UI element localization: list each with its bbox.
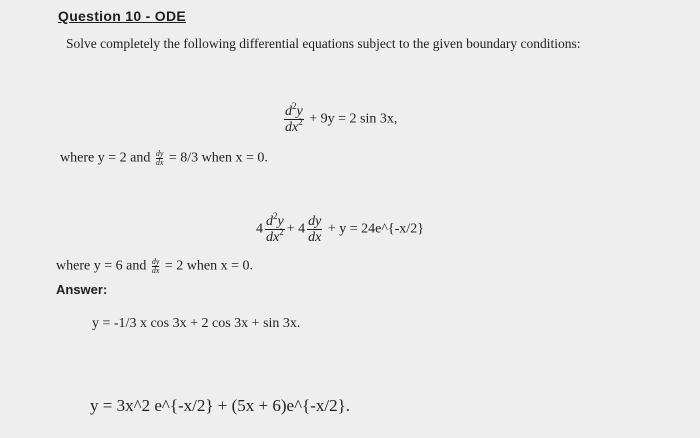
conditions-1-y: y = 2 and (97, 150, 151, 166)
equation-2: 4 $\frac{d^2y}{dx^2}$ + 4 $\frac{dy}{dx}$ + y = 24e^{-x/2} (256, 211, 424, 245)
conditions-1 (60, 150, 268, 167)
first-derivative-fraction: $\frac{dy}{dx}$ (308, 214, 322, 245)
dy-dx-small-fraction: $\frac{dy}{dx}$ (151, 257, 160, 275)
second-derivative-fraction: $\frac{d^2y}{dx^2}$ (285, 101, 303, 135)
dy-dx-small-fraction: $\frac{dy}{dx}$ (155, 149, 164, 167)
instructions-text: Solve completely the following differential equations subject to the given boundary conditions: (66, 36, 581, 51)
conditions-2-prefix: where (56, 258, 91, 274)
conditions-2-y: y = 6 and (93, 258, 147, 274)
conditions-2-value: = 2 when x = 0. (164, 258, 253, 274)
answer-2: y = 3x^2 e^{-x/2} + (5x + 6)e^{-x/2}. (90, 396, 351, 415)
question-heading: Question 10 - ODE (58, 8, 187, 24)
conditions-1-prefix: where (60, 150, 95, 166)
equation-2-rhs: + y = 24e^{-x/2} (327, 221, 424, 237)
second-derivative-fraction: $\frac{d^2y}{dx^2}$ (266, 211, 284, 245)
equation-1 (282, 101, 398, 135)
conditions-1-value: = 8/3 when x = 0. (168, 150, 268, 166)
answer-label: Answer: (56, 282, 108, 297)
conditions-2 (56, 258, 253, 275)
answer-1: y = -1/3 x cos 3x + 2 cos 3x + sin 3x. (92, 316, 301, 331)
equation-1-rhs: + 9y = 2 sin 3x, (309, 111, 398, 127)
